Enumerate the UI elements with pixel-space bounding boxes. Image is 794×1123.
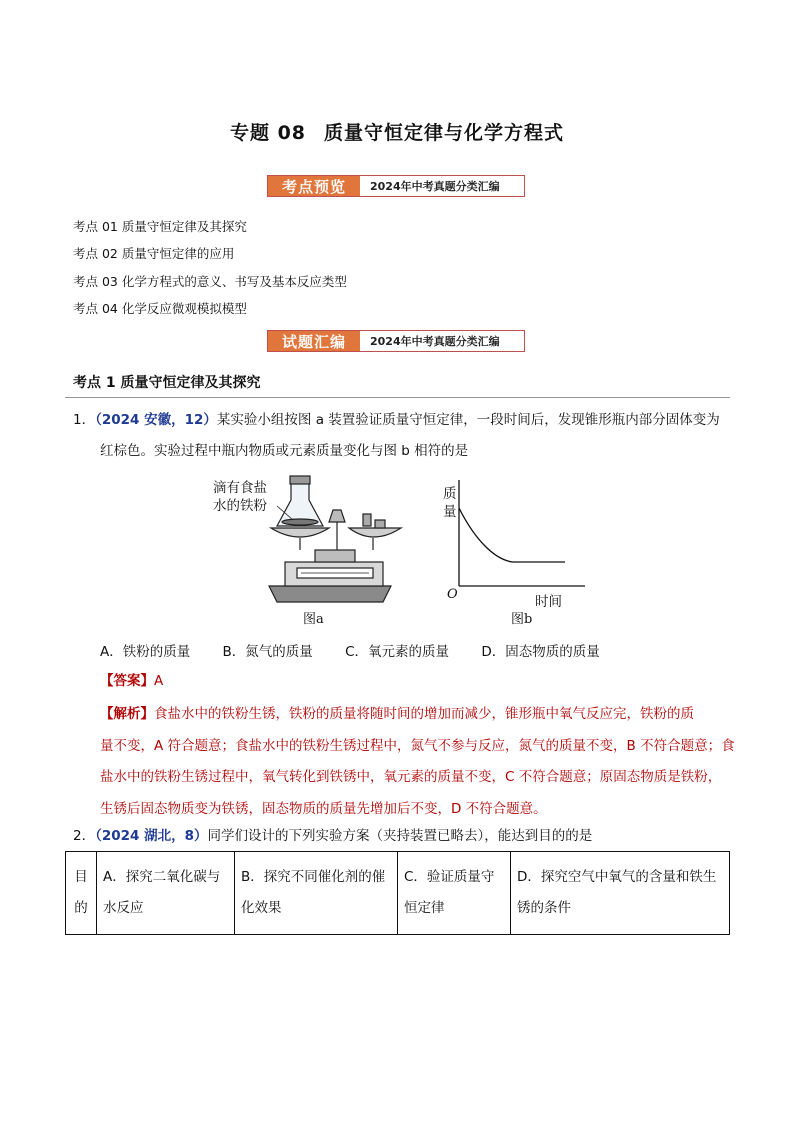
exam-banner xyxy=(267,330,525,352)
option-c: C．氧元素的质量 xyxy=(345,644,450,660)
question-1-answer xyxy=(100,669,163,689)
question-1-options xyxy=(100,640,628,660)
preview-banner-subtitle: 2024年中考真题分类汇编 xyxy=(370,180,500,193)
exam-banner-tag: 试题汇编 xyxy=(268,331,360,351)
toc-item-3: 考点 03 化学方程式的意义、书写及基本反应类型 xyxy=(73,274,347,289)
question-2-stem: 同学们设计的下列实验方案（夹持装置已略去），能达到目的的是 xyxy=(207,828,593,844)
question-2-line-1 xyxy=(73,827,592,845)
answer-label: 【答案】 xyxy=(100,673,154,689)
analysis-label: 【解析】 xyxy=(100,706,154,722)
table-cell-a: A．探究二氧化碳与水反应 xyxy=(97,852,235,935)
analysis-line-3: 盐水中的铁粉生锈过程中，氧气转化到铁锈中，氧元素的质量不变，C 不符合题意；原固态物质是铁粉， xyxy=(100,769,722,785)
question-1-analysis xyxy=(100,702,735,828)
title-topic-number: 专题 08 xyxy=(229,122,307,144)
figure-a-caption: 图a xyxy=(303,612,324,627)
figure-b-caption: 图b xyxy=(511,612,533,627)
table-cell-c: C．验证质量守恒定律 xyxy=(398,852,511,935)
option-d: D．固态物质的质量 xyxy=(481,644,600,660)
table-header-cell: 目的 xyxy=(66,852,97,935)
question-1-figure xyxy=(205,470,585,630)
analysis-line-4: 生锈后固态物质变为铁锈，固态物质的质量先增加后不变，D 不符合题意。 xyxy=(100,800,547,817)
figure-a-label-line-2: 水的铁粉 xyxy=(213,498,267,514)
table-cell-b: B．探究不同催化剂的催化效果 xyxy=(235,852,398,935)
toc-item-2: 考点 02 质量守恒定律的应用 xyxy=(73,246,235,261)
option-b: B．氮气的质量 xyxy=(222,644,313,660)
figure-a-label-line-1: 滴有食盐 xyxy=(213,480,267,496)
question-2-source: （2024 湖北，8） xyxy=(95,828,208,844)
analysis-line-1 xyxy=(100,702,725,734)
graph-x-label: 时间 xyxy=(535,594,562,610)
question-2-number: 2． xyxy=(73,828,96,844)
toc-item-1: 考点 01 质量守恒定律及其探究 xyxy=(73,219,247,234)
option-a: A．铁粉的质量 xyxy=(100,644,191,660)
graph-y-label-1: 质 xyxy=(443,486,457,502)
question-1-stem: 某实验小组按图 a 装置验证质量守恒定律，一段时间后，发现锥形瓶内部分固体变为 xyxy=(216,412,720,428)
answer-value: A xyxy=(154,673,164,689)
preview-banner xyxy=(267,175,525,197)
question-1-source: （2024 安徽，12） xyxy=(95,412,217,428)
title-topic-name: 质量守恒定律与化学方程式 xyxy=(324,122,565,144)
graph-y-label-2: 量 xyxy=(443,504,457,520)
analysis-line-2: 量不变，A 符合题意；食盐水中的铁粉生锈过程中，氮气不参与反应，氮气的质量不变，B 不符合题意；食 xyxy=(100,737,735,754)
question-1-number: 1． xyxy=(73,412,96,428)
table-row xyxy=(66,852,730,935)
section-heading: 考点 1 质量守恒定律及其探究 xyxy=(65,370,730,398)
toc-item-4: 考点 04 化学反应微观模拟模型 xyxy=(73,301,247,316)
page-title xyxy=(0,118,794,145)
graph-origin-label: O xyxy=(447,587,458,602)
question-1-line-2: 红棕色。实验过程中瓶内物质或元素质量变化与图 b 相符的是 xyxy=(100,443,469,459)
graph-curve xyxy=(459,508,565,562)
table-cell-d: D．探究空气中氧气的含量和铁生锈的条件 xyxy=(511,852,730,935)
preview-banner-tag: 考点预览 xyxy=(268,176,360,196)
question-1-line-1 xyxy=(73,411,720,429)
analysis-text-1: 食盐水中的铁粉生锈，铁粉的质量将随时间的增加而减少，锥形瓶中氧气反应完，铁粉的质 xyxy=(154,706,694,722)
experiment-table xyxy=(65,851,730,935)
exam-banner-subtitle: 2024年中考真题分类汇编 xyxy=(370,335,500,348)
balance-illustration xyxy=(269,476,401,602)
mass-time-graph xyxy=(459,480,585,586)
